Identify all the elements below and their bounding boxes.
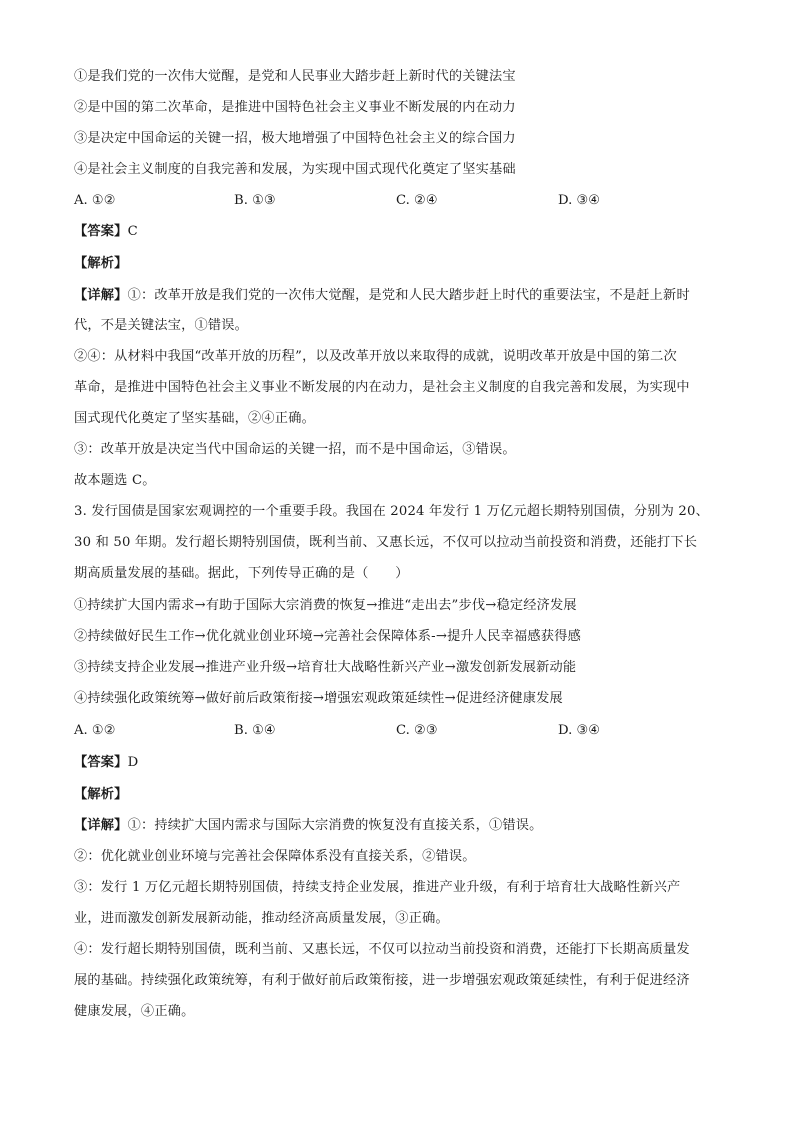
q3-stem-line-3: 期高质量发展的基础。据此，下列传导正确的是（ ） [74, 566, 409, 581]
q2-option-a: A. ①② [74, 193, 116, 208]
q2-explanation-line-5: 国式现代化奠定了坚实基础，②④正确。 [74, 411, 315, 426]
q2-explanation-line-6: ③：改革开放是决定当代中国命运的关键一招，而不是中国命运，③错误。 [74, 442, 516, 457]
q3-explanation-line-4: 业，进而激发创新发展新动能，推动经济高质量发展，③正确。 [74, 911, 449, 926]
q3-statement-1: ①持续扩大国内需求→有助于国际大宗消费的恢复→推进“走出去”步伐→稳定经济发展 [74, 598, 577, 613]
explanation-text: ①：持续扩大国内需求与国际大宗消费的恢复没有直接关系，①错误。 [127, 818, 543, 833]
answer-value: D [127, 755, 139, 770]
q3-option-b: B. ①④ [234, 723, 276, 738]
q2-statement-1: ①是我们党的一次伟大觉醒，是党和人民事业大踏步赶上新时代的关键法宝 [74, 69, 516, 84]
q2-option-b: B. ①③ [234, 193, 276, 208]
answer-tag: 【答案】 [74, 224, 128, 239]
q3-option-a: A. ①② [74, 723, 116, 738]
q3-option-d: D. ③④ [558, 723, 601, 738]
q2-explanation-line-1 [74, 287, 724, 305]
detail-tag: 【详解】 [74, 818, 128, 833]
q2-option-c: C. ②④ [396, 193, 438, 208]
analysis-tag: 【解析】 [74, 787, 128, 802]
analysis-tag: 【解析】 [74, 256, 128, 271]
q3-analysis-heading [74, 786, 724, 804]
q3-explanation-line-7: 健康发展，④正确。 [74, 1004, 195, 1019]
q3-explanation-line-1 [74, 817, 724, 835]
q2-explanation-line-2: 代，不是关键法宝，①错误。 [74, 318, 249, 333]
q3-option-c: C. ②③ [396, 723, 438, 738]
q3-statement-3: ③持续支持企业发展→推进产业升级→培育壮大战略性新兴产业→激发创新发展新动能 [74, 660, 577, 675]
q2-explanation-line-4: 革命，是推进中国特色社会主义事业不断发展的内在动力，是社会主义制度的自我完善和发展，为实现中 [74, 380, 690, 395]
answer-value: C [127, 224, 138, 239]
detail-tag: 【详解】 [74, 288, 128, 303]
q3-answer [74, 754, 724, 772]
q3-explanation-line-2: ②：优化就业创业环境与完善社会保障体系没有直接关系，②错误。 [74, 849, 476, 864]
q2-explanation-line-3: ②④：从材料中我国“改革开放的历程”，以及改革开放以来取得的成就，说明改革开放是中国的第二次 [74, 349, 677, 364]
q2-answer [74, 223, 724, 241]
explanation-text: ①：改革开放是我们党的一次伟大觉醒，是党和人民大踏步赶上时代的重要法宝，不是赶上新时 [127, 288, 690, 303]
q2-statement-2: ②是中国的第二次革命，是推进中国特色社会主义事业不断发展的内在动力 [74, 100, 516, 115]
q3-statement-4: ④持续强化政策统筹→做好前后政策衔接→增强宏观政策延续性→促进经济健康发展 [74, 691, 563, 706]
q2-conclusion: 故本题选 C。 [74, 473, 156, 488]
q2-option-d: D. ③④ [558, 193, 601, 208]
q3-explanation-line-6: 展的基础。持续强化政策统筹，有利于做好前后政策衔接，进一步增强宏观政策延续性，有利于促进经济 [74, 973, 690, 988]
q3-stem-line-2: 30 和 50 年期。发行超长期特别国债，既利当前、又惠长远，不仅可以拉动当前投资和消费，还能打下长 [74, 535, 698, 550]
q3-statement-2: ②持续做好民生工作→优化就业创业环境→完善社会保障体系-→提升人民幸福感获得感 [74, 629, 581, 644]
q2-analysis-heading [74, 255, 724, 273]
q3-stem-line-1: 3. 发行国债是国家宏观调控的一个重要手段。我国在 2024 年发行 1 万亿元超长期特别国债，分别为 20、 [74, 504, 709, 519]
q3-explanation-line-3: ③：发行 1 万亿元超长期特别国债，持续支持企业发展，推进产业升级，有利于培育壮大战略性新兴产 [74, 880, 681, 895]
q3-explanation-line-5: ④：发行超长期特别国债，既利当前、又惠长远，不仅可以拉动当前投资和消费，还能打下长期高质量发 [74, 942, 690, 957]
q2-statement-4: ④是社会主义制度的自我完善和发展，为实现中国式现代化奠定了坚实基础 [74, 162, 516, 177]
q2-options [74, 192, 724, 210]
q3-options [74, 722, 724, 740]
q2-statement-3: ③是决定中国命运的关键一招，极大地增强了中国特色社会主义的综合国力 [74, 131, 516, 146]
answer-tag: 【答案】 [74, 755, 128, 770]
